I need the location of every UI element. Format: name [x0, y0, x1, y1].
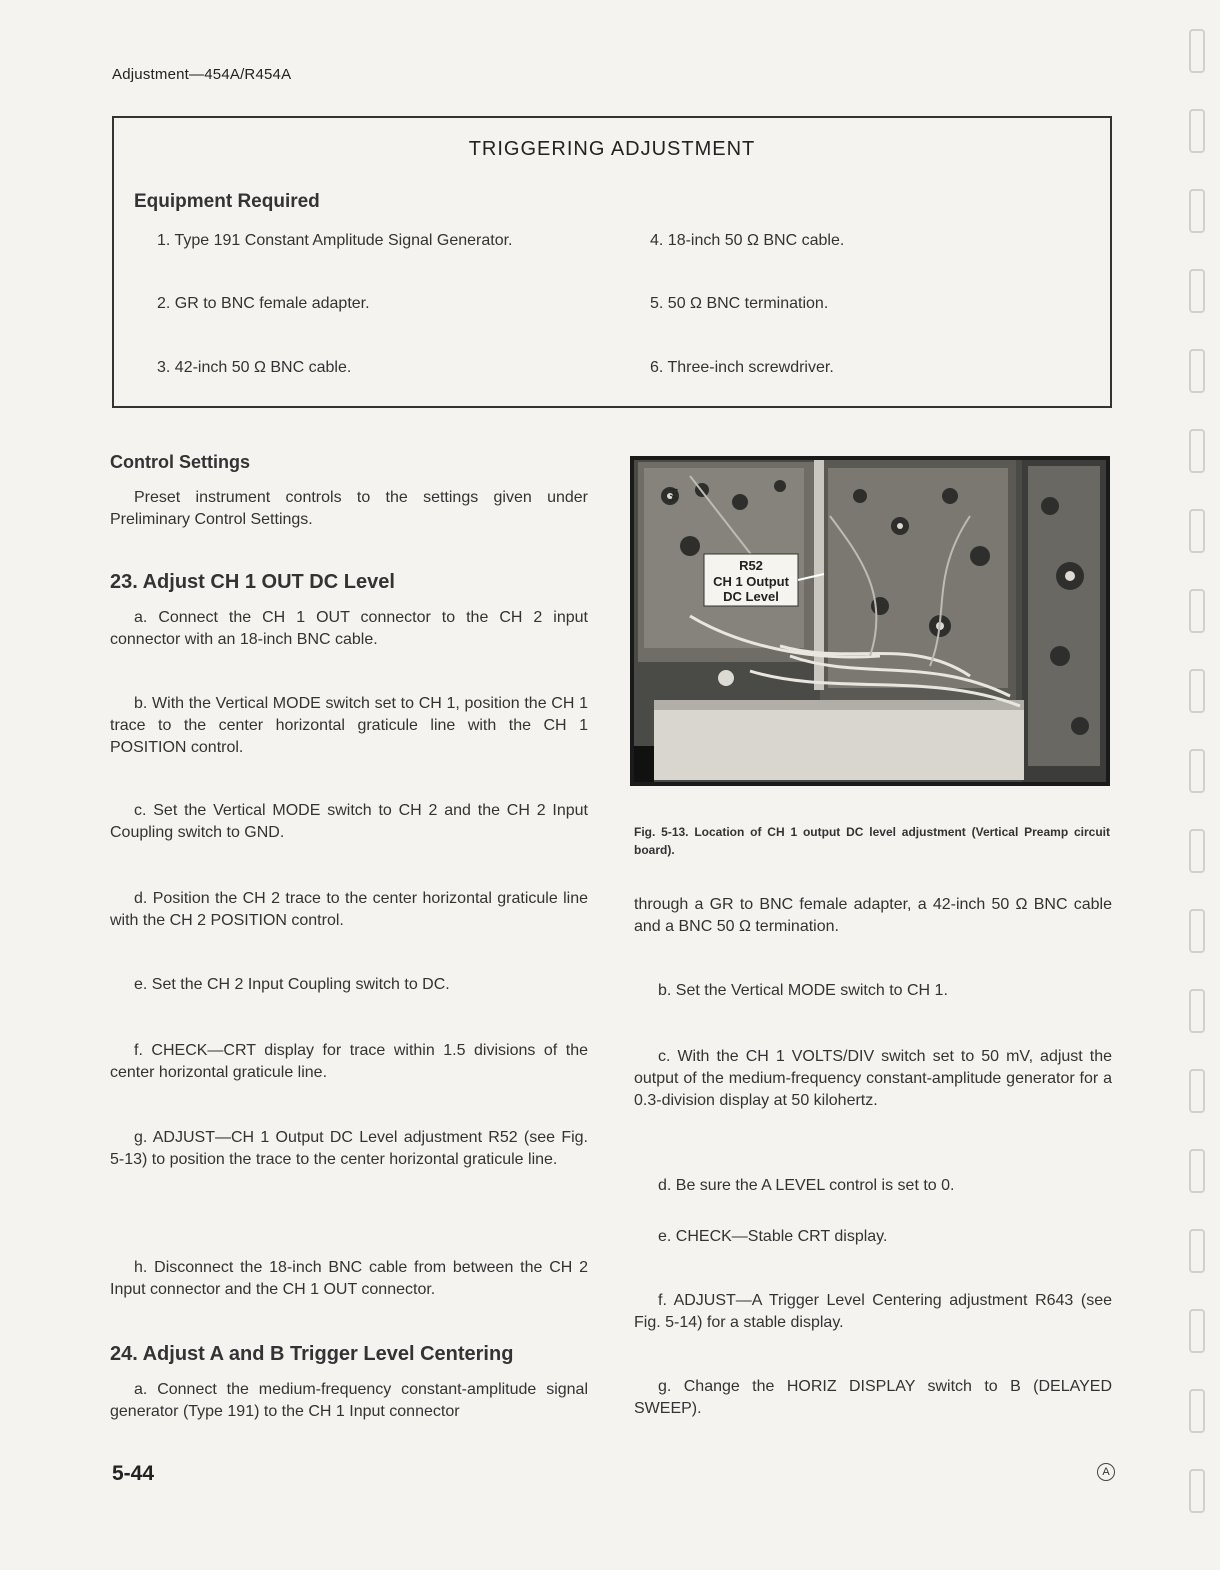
- callout-line-3: DC Level: [723, 589, 779, 604]
- page-number: 5-44: [112, 1462, 155, 1485]
- callout-line-2: CH 1 Output: [713, 574, 789, 589]
- step-24f: f. ADJUST—A Trigger Level Centering adjustment R643 (see Fig. 5-14) for a stable display.: [634, 1292, 1112, 1331]
- box-title: TRIGGERING ADJUSTMENT: [468, 138, 756, 160]
- step-24a: a. Connect the medium-frequency constant-amplitude signal generator (Type 191) to the CH 1 Input connector: [110, 1381, 588, 1420]
- board-marking-pa: PA: [667, 488, 679, 502]
- equipment-item: 2. GR to BNC female adapter.: [157, 295, 370, 312]
- binder-tab-strip: [1184, 0, 1220, 1570]
- step-23a: a. Connect the CH 1 OUT connector to the CH 2 input connector with an 18-inch BNC cable.: [110, 609, 588, 648]
- equipment-item: 1. Type 191 Constant Amplitude Signal Generator.: [157, 232, 513, 249]
- step-23h: h. Disconnect the 18-inch BNC cable from between the CH 2 Input connector and the CH 1 OUT connector.: [110, 1259, 588, 1298]
- step-24c: c. With the CH 1 VOLTS/DIV switch set to 50 mV, adjust the output of the medium-frequency constant-amplitude generator for a 0.3-division display at 50 kilohertz.: [634, 1048, 1112, 1109]
- step-23g: g. ADJUST—CH 1 Output DC Level adjustment R52 (see Fig. 5-13) to position the trace to the center horizontal graticule line.: [110, 1129, 588, 1168]
- figure-caption: Fig. 5-13. Location of CH 1 output DC level adjustment (Vertical Preamp circuit board).: [634, 825, 1110, 857]
- step-24a-continued: through a GR to BNC female adapter, a 42-inch 50 Ω BNC cable and a BNC 50 Ω termination.: [634, 896, 1112, 935]
- right-column: [634, 0, 1112, 1450]
- control-settings-text: Preset instrument controls to the settings given under Preliminary Control Settings.: [110, 489, 588, 528]
- callout-line-1: R52: [739, 558, 763, 573]
- step-23c: c. Set the Vertical MODE switch to CH 2 and the CH 2 Input Coupling switch to GND.: [110, 802, 588, 841]
- step-24d: d. Be sure the A LEVEL control is set to 0.: [658, 1177, 955, 1194]
- equipment-item: 3. 42-inch 50 Ω BNC cable.: [157, 359, 352, 376]
- step-24-heading: 24. Adjust A and B Trigger Level Centering: [110, 1343, 514, 1365]
- left-column: [110, 0, 588, 1450]
- equipment-required-heading: Equipment Required: [134, 191, 320, 212]
- revision-mark: A: [1097, 1463, 1115, 1481]
- step-23b: b. With the Vertical MODE switch set to CH 1, position the CH 1 trace to the center horizontal graticule line with the CH 1 POSITION control.: [110, 695, 588, 756]
- step-23d: d. Position the CH 2 trace to the center horizontal graticule line with the CH 2 POSITION control.: [110, 890, 588, 929]
- step-24g: g. Change the HORIZ DISPLAY switch to B (DELAYED SWEEP).: [634, 1378, 1112, 1417]
- control-settings-heading: Control Settings: [110, 452, 250, 472]
- equipment-item: 4. 18-inch 50 Ω BNC cable.: [650, 232, 845, 249]
- step-24b: b. Set the Vertical MODE switch to CH 1.: [658, 982, 948, 999]
- step-23-heading: 23. Adjust CH 1 OUT DC Level: [110, 571, 395, 593]
- running-title: Adjustment—454A/R454A: [112, 66, 292, 83]
- equipment-item: 5. 50 Ω BNC termination.: [650, 295, 829, 312]
- step-23f: f. CHECK—CRT display for trace within 1.5 divisions of the center horizontal graticule line.: [110, 1042, 588, 1081]
- step-24e: e. CHECK—Stable CRT display.: [658, 1228, 888, 1245]
- step-23e: e. Set the CH 2 Input Coupling switch to DC.: [134, 976, 450, 993]
- equipment-item: 6. Three-inch screwdriver.: [650, 359, 834, 376]
